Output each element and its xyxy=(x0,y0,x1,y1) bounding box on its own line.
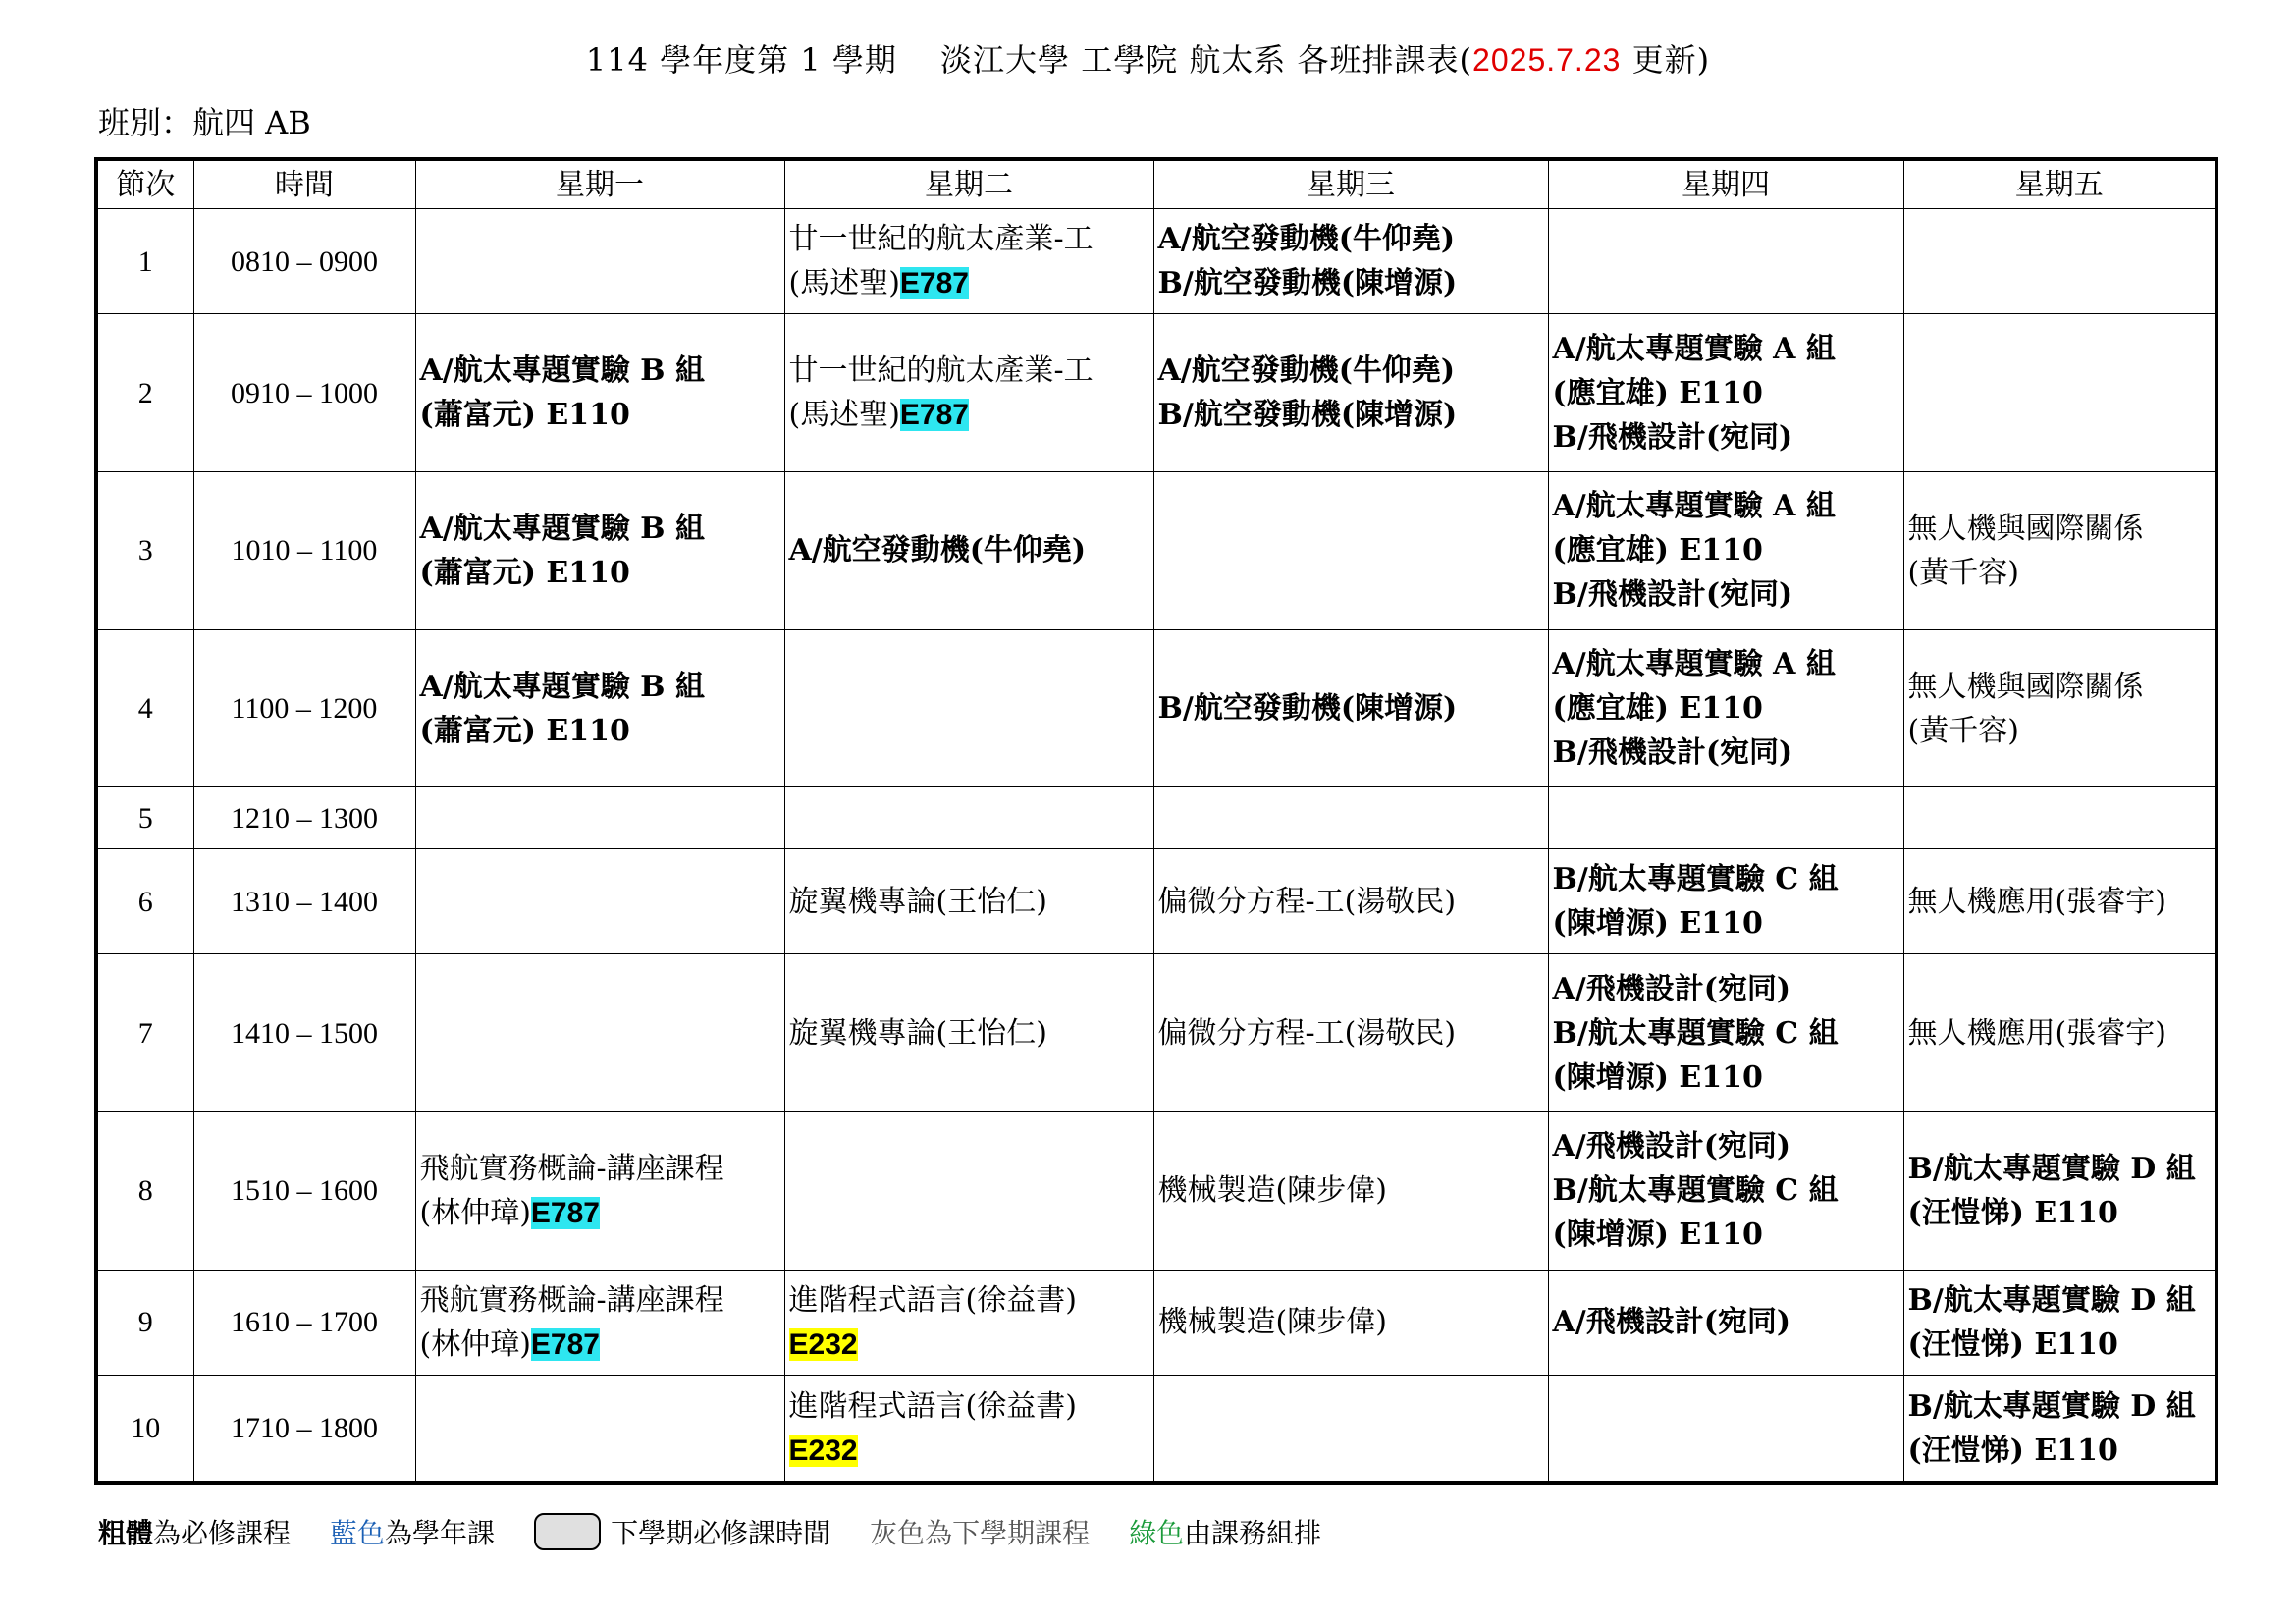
time-cell: 1410 – 1500 xyxy=(193,954,415,1112)
course-text: (蕭富元) E110 xyxy=(419,713,630,748)
room-tag: E787 xyxy=(899,267,969,300)
table-row xyxy=(96,787,2216,849)
course-text: (黃千容) xyxy=(1907,555,2019,590)
period-cell: 10 xyxy=(96,1376,193,1483)
header-row xyxy=(96,159,2216,209)
course-line xyxy=(789,217,1149,261)
course-cell-fri xyxy=(1903,314,2216,472)
course-line xyxy=(1908,880,2212,924)
course-line xyxy=(1158,686,1544,731)
course-text: 無人機應用(張睿宇) xyxy=(1907,884,2166,919)
course-text: (林仲璋) xyxy=(419,1326,531,1362)
course-cell-fri xyxy=(1903,1270,2216,1375)
course-text: B/航太專題實驗 C 組 xyxy=(1552,1173,1839,1209)
course-cell-fri xyxy=(1903,848,2216,953)
legend-blue-rest: 為學年課 xyxy=(385,1518,496,1548)
course-line xyxy=(1553,1124,1899,1168)
course-cell-thu xyxy=(1548,314,1903,472)
time-cell: 1310 – 1400 xyxy=(193,848,415,953)
course-line xyxy=(1553,901,1899,946)
course-text: A/航太專題實驗 A 組 xyxy=(1552,489,1836,524)
legend xyxy=(98,1512,1361,1551)
course-line xyxy=(1908,665,2212,709)
title-suffix: 更新) xyxy=(1621,41,1711,79)
legend-bold-rest: 為必修課程 xyxy=(153,1518,292,1548)
legend-green xyxy=(1129,1512,1321,1551)
period-cell: 3 xyxy=(96,472,193,630)
course-text: (汪愷悌) E110 xyxy=(1907,1326,2118,1362)
period-cell: 8 xyxy=(96,1112,193,1271)
course-cell-tue xyxy=(784,1270,1153,1375)
course-line xyxy=(789,393,1149,437)
course-line xyxy=(1908,1147,2212,1191)
period-cell: 5 xyxy=(96,787,193,849)
course-line xyxy=(1553,572,1899,617)
course-text: (汪愷悌) E110 xyxy=(1907,1195,2118,1230)
course-text: A/航太專題實驗 B 組 xyxy=(419,669,705,704)
course-line xyxy=(420,1191,780,1235)
course-line xyxy=(789,528,1149,572)
time-cell: 1610 – 1700 xyxy=(193,1270,415,1375)
course-text: 進階程式語言(徐益書) xyxy=(788,1388,1077,1424)
time-cell: 0910 – 1000 xyxy=(193,314,415,472)
course-line xyxy=(1553,857,1899,901)
course-cell-wed xyxy=(1153,629,1548,787)
course-line xyxy=(789,880,1149,924)
course-cell-wed xyxy=(1153,954,1548,1112)
course-line xyxy=(789,1323,1149,1367)
course-cell-thu xyxy=(1548,472,1903,630)
course-text: B/航太專題實驗 D 組 xyxy=(1907,1388,2196,1424)
course-text: (應宜雄) E110 xyxy=(1552,691,1763,727)
table-row xyxy=(96,472,2216,630)
course-text: (黃千容) xyxy=(1907,713,2019,748)
course-line xyxy=(1553,1213,1899,1257)
course-line xyxy=(1158,217,1544,261)
course-cell-wed xyxy=(1153,1112,1548,1271)
legend-green-rest: 由課務組排 xyxy=(1184,1518,1322,1548)
course-cell-wed xyxy=(1153,787,1548,849)
period-cell: 2 xyxy=(96,314,193,472)
course-text: (馬述聖) xyxy=(788,398,900,433)
course-cell-mon xyxy=(415,1112,784,1271)
title-prefix: 114 學年度第 1 學期 淡江大學 工學院 航太系 各班排課表( xyxy=(585,41,1473,79)
schedule-table xyxy=(94,157,2218,1485)
class-label: 班別：航四 AB xyxy=(98,104,311,141)
col-header-mon: 星期一 xyxy=(415,159,784,209)
course-cell-thu xyxy=(1548,1376,1903,1483)
legend-blue-word: 藍色 xyxy=(330,1518,386,1548)
room-tag: E787 xyxy=(530,1196,600,1229)
course-line xyxy=(1158,1168,1544,1213)
course-line xyxy=(1553,327,1899,371)
table-row xyxy=(96,1270,2216,1375)
course-line xyxy=(789,1429,1149,1473)
course-line xyxy=(1908,551,2212,595)
period-cell: 1 xyxy=(96,209,193,314)
course-text: 旋翼機專論(王怡仁) xyxy=(788,1015,1047,1051)
legend-box-text: 下學期必修課時間 xyxy=(611,1518,831,1548)
table-row xyxy=(96,954,2216,1112)
course-line xyxy=(789,261,1149,305)
course-line xyxy=(420,551,780,595)
course-text: 旋翼機專論(王怡仁) xyxy=(788,884,1047,919)
course-text: (馬述聖) xyxy=(788,266,900,301)
course-text: 無人機與國際關係 xyxy=(1907,669,2144,704)
course-text: 無人機與國際關係 xyxy=(1907,511,2144,546)
course-line xyxy=(1158,1011,1544,1056)
course-line xyxy=(1908,709,2212,753)
course-line xyxy=(789,1278,1149,1323)
course-text: 無人機應用(張睿宇) xyxy=(1907,1015,2166,1051)
course-cell-mon xyxy=(415,629,784,787)
time-cell: 1710 – 1800 xyxy=(193,1376,415,1483)
course-cell-tue xyxy=(784,954,1153,1112)
course-text: (陳增源) E110 xyxy=(1552,1218,1763,1253)
course-cell-thu xyxy=(1548,1112,1903,1271)
course-cell-mon xyxy=(415,1376,784,1483)
course-line xyxy=(420,1323,780,1367)
time-cell: 0810 – 0900 xyxy=(193,209,415,314)
course-line xyxy=(1553,731,1899,775)
course-text: (蕭富元) E110 xyxy=(419,555,630,590)
update-date: 2025.7.23 xyxy=(1472,42,1622,78)
legend-bold xyxy=(98,1512,291,1551)
course-text: 廿一世紀的航太產業-工 xyxy=(788,353,1094,389)
course-cell-mon xyxy=(415,314,784,472)
course-cell-wed xyxy=(1153,1376,1548,1483)
course-line xyxy=(1158,1300,1544,1344)
course-text: A/航太專題實驗 B 組 xyxy=(419,353,705,389)
course-text: 機械製造(陳步偉) xyxy=(1157,1173,1387,1209)
course-cell-mon xyxy=(415,472,784,630)
col-header-period: 節次 xyxy=(96,159,193,209)
period-cell: 4 xyxy=(96,629,193,787)
course-cell-mon xyxy=(415,1270,784,1375)
table-row xyxy=(96,629,2216,787)
course-cell-tue xyxy=(784,848,1153,953)
col-header-wed: 星期三 xyxy=(1153,159,1548,209)
course-cell-tue xyxy=(784,314,1153,472)
course-line xyxy=(1908,1278,2212,1323)
course-line xyxy=(420,349,780,393)
course-text: B/航太專題實驗 C 組 xyxy=(1552,862,1839,897)
course-line xyxy=(1908,1011,2212,1056)
course-line xyxy=(1553,967,1899,1011)
course-text: 飛航實務概論-講座課程 xyxy=(419,1151,724,1186)
course-text: B/航空發動機(陳增源) xyxy=(1157,266,1458,301)
course-cell-fri xyxy=(1903,209,2216,314)
course-text: B/航太專題實驗 D 組 xyxy=(1907,1151,2196,1186)
course-text: A/航太專題實驗 B 組 xyxy=(419,511,705,546)
course-text: B/航太專題實驗 C 組 xyxy=(1552,1015,1839,1051)
course-line xyxy=(789,349,1149,393)
course-cell-mon xyxy=(415,848,784,953)
course-text: A/航空發動機(牛仰堯) xyxy=(788,533,1087,568)
course-text: 機械製造(陳步偉) xyxy=(1157,1305,1387,1340)
col-header-fri: 星期五 xyxy=(1903,159,2216,209)
course-cell-thu xyxy=(1548,848,1903,953)
course-text: A/飛機設計(宛同) xyxy=(1552,1129,1791,1164)
course-cell-wed xyxy=(1153,472,1548,630)
course-text: 偏微分方程-工(湯敬民) xyxy=(1157,1015,1457,1051)
legend-box xyxy=(534,1512,830,1551)
course-line xyxy=(1553,686,1899,731)
course-cell-tue xyxy=(784,629,1153,787)
course-line xyxy=(1553,1168,1899,1213)
time-cell: 1010 – 1100 xyxy=(193,472,415,630)
page-title xyxy=(0,35,2296,81)
course-line xyxy=(420,665,780,709)
course-line xyxy=(1553,528,1899,572)
course-cell-tue xyxy=(784,472,1153,630)
course-text: (應宜雄) E110 xyxy=(1552,533,1763,568)
col-header-thu: 星期四 xyxy=(1548,159,1903,209)
course-cell-mon xyxy=(415,209,784,314)
table-row xyxy=(96,209,2216,314)
course-line xyxy=(1908,1429,2212,1473)
course-cell-mon xyxy=(415,954,784,1112)
course-text: (蕭富元) E110 xyxy=(419,398,630,433)
course-line xyxy=(1553,1056,1899,1100)
course-text: A/航空發動機(牛仰堯) xyxy=(1157,353,1456,389)
course-text: (陳增源) E110 xyxy=(1552,906,1763,942)
course-cell-fri xyxy=(1903,629,2216,787)
course-text: 廿一世紀的航太產業-工 xyxy=(788,222,1094,257)
course-line xyxy=(420,1278,780,1323)
course-line xyxy=(1158,349,1544,393)
course-cell-fri xyxy=(1903,472,2216,630)
course-text: B/飛機設計(宛同) xyxy=(1552,577,1793,613)
course-line xyxy=(1158,261,1544,305)
legend-green-word: 綠色 xyxy=(1129,1518,1185,1548)
course-text: 偏微分方程-工(湯敬民) xyxy=(1157,884,1457,919)
course-text: A/航太專題實驗 A 組 xyxy=(1552,647,1836,682)
table-row xyxy=(96,848,2216,953)
course-text: (應宜雄) E110 xyxy=(1552,375,1763,410)
col-header-tue: 星期二 xyxy=(784,159,1153,209)
room-tag: E232 xyxy=(788,1434,858,1467)
course-text: (陳增源) E110 xyxy=(1552,1059,1763,1095)
course-line xyxy=(1158,880,1544,924)
course-line xyxy=(1908,507,2212,551)
table-row xyxy=(96,1112,2216,1271)
course-line xyxy=(1553,642,1899,686)
course-cell-fri xyxy=(1903,787,2216,849)
course-line xyxy=(420,393,780,437)
course-line xyxy=(1553,1300,1899,1344)
time-cell: 1510 – 1600 xyxy=(193,1112,415,1271)
course-text: 進階程式語言(徐益書) xyxy=(788,1282,1077,1318)
legend-gray: 灰色為下學期課程 xyxy=(870,1518,1091,1548)
course-line xyxy=(1158,393,1544,437)
time-cell: 1210 – 1300 xyxy=(193,787,415,849)
course-line xyxy=(1908,1191,2212,1235)
course-line xyxy=(1908,1323,2212,1367)
legend-bold-word: 粗體 xyxy=(98,1518,154,1548)
course-cell-mon xyxy=(415,787,784,849)
col-header-time: 時間 xyxy=(193,159,415,209)
course-line xyxy=(1908,1384,2212,1429)
course-cell-tue xyxy=(784,787,1153,849)
course-text: (汪愷悌) E110 xyxy=(1907,1433,2118,1468)
course-text: B/航空發動機(陳增源) xyxy=(1157,398,1458,433)
course-text: B/飛機設計(宛同) xyxy=(1552,735,1793,771)
course-cell-thu xyxy=(1548,209,1903,314)
room-tag: E787 xyxy=(899,399,969,432)
gray-box-swatch xyxy=(534,1513,601,1550)
course-text: A/飛機設計(宛同) xyxy=(1552,1305,1791,1340)
course-line xyxy=(420,507,780,551)
time-cell: 1100 – 1200 xyxy=(193,629,415,787)
legend-blue xyxy=(330,1512,495,1551)
course-cell-wed xyxy=(1153,848,1548,953)
course-cell-fri xyxy=(1903,1376,2216,1483)
course-line xyxy=(420,709,780,753)
course-cell-fri xyxy=(1903,1112,2216,1271)
course-line xyxy=(1553,484,1899,528)
table-row xyxy=(96,1376,2216,1483)
course-text: A/航空發動機(牛仰堯) xyxy=(1157,222,1456,257)
room-tag: E232 xyxy=(788,1327,858,1361)
table-row xyxy=(96,314,2216,472)
course-cell-tue xyxy=(784,209,1153,314)
course-line xyxy=(789,1384,1149,1429)
room-tag: E787 xyxy=(530,1327,600,1361)
course-cell-wed xyxy=(1153,1270,1548,1375)
course-cell-tue xyxy=(784,1112,1153,1271)
course-line xyxy=(1553,371,1899,415)
course-cell-wed xyxy=(1153,314,1548,472)
course-text: A/飛機設計(宛同) xyxy=(1552,971,1791,1006)
course-text: B/航空發動機(陳增源) xyxy=(1157,691,1458,727)
period-cell: 9 xyxy=(96,1270,193,1375)
course-text: B/航太專題實驗 D 組 xyxy=(1907,1282,2196,1318)
course-cell-wed xyxy=(1153,209,1548,314)
course-line xyxy=(1553,415,1899,460)
course-cell-tue xyxy=(784,1376,1153,1483)
period-cell: 6 xyxy=(96,848,193,953)
course-text: 飛航實務概論-講座課程 xyxy=(419,1282,724,1318)
course-text: (林仲璋) xyxy=(419,1195,531,1230)
course-cell-fri xyxy=(1903,954,2216,1112)
course-cell-thu xyxy=(1548,1270,1903,1375)
course-line xyxy=(420,1147,780,1191)
course-cell-thu xyxy=(1548,787,1903,849)
course-line xyxy=(789,1011,1149,1056)
period-cell: 7 xyxy=(96,954,193,1112)
course-line xyxy=(1553,1011,1899,1056)
course-text: A/航太專題實驗 A 組 xyxy=(1552,331,1836,366)
course-cell-thu xyxy=(1548,954,1903,1112)
course-cell-thu xyxy=(1548,629,1903,787)
course-text: B/飛機設計(宛同) xyxy=(1552,419,1793,455)
